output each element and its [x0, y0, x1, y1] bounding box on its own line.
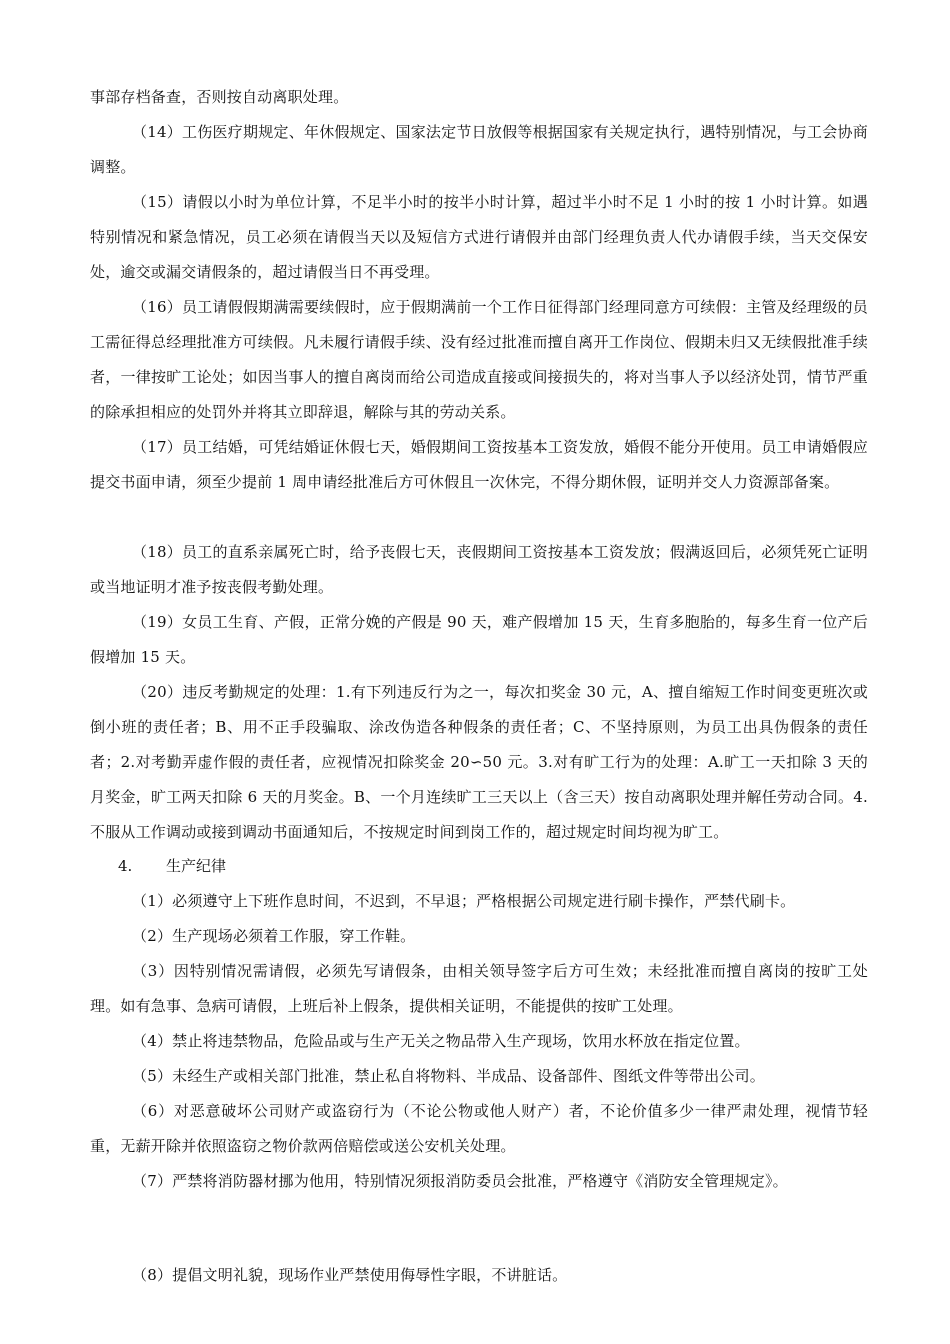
section-number: 4. — [118, 857, 133, 875]
rule-6: （6）对恶意破坏公司财产或盗窃行为（不论公物或他人财产）者，不论价值多少一律严肃处理，视情节轻重，无薪开除并依照盗窃之物价款两倍赔偿或送公安机关处理。 — [90, 1102, 868, 1155]
rule-7: （7）严禁将消防器材挪为他用，特别情况须报消防委员会批准，严格遵守《消防安全管理规定》。 — [132, 1172, 788, 1190]
rule-8: （8）提倡文明礼貌，现场作业严禁使用侮辱性字眼，不讲脏话。 — [132, 1266, 568, 1284]
paragraph-16: （16）员工请假假期满需要续假时，应于假期满前一个工作日征得部门经理同意方可续假：主管及经理级的员工需征得总经理批准方可续假。凡未履行请假手续、没有经过批准而擅自离开工作岗位、假期未归又无续假批准手续者，一律按旷工论处；如因当事人的擅自离岗而给公司造成直接或间接损失的，将对当事人予以经济处罚，情节严重的除承担相应的处罚外并将其立即辞退，解除与其的劳动关系。 — [90, 298, 868, 421]
paragraph-15: （15）请假以小时为单位计算，不足半小时的按半小时计算，超过半小时不足 1 小时的按 1 小时计算。如遇特别情况和紧急情况，员工必须在请假当天以及短信方式进行请假并由部门经理负责人代办请假手续，当天交保安处，逾交或漏交请假条的，超过请假当日不再受理。 — [90, 193, 868, 281]
paragraph-20: （20）违反考勤规定的处理：1.有下列违反行为之一，每次扣奖金 30 元，A、擅自缩短工作时间变更班次或倒小班的责任者；B、用不正手段骗取、涂改伪造各种假条的责任者；C、不坚持原则，为员工出具伪假条的责任者；2.对考勤弄虚作假的责任者，应视情况扣除奖金 20∽50 元。3.对有旷工行为的处理：A.旷工一天扣除 3 天的月奖金，旷工两天扣除 6 天的月奖金。B、一个月连续旷工三天以上（含三天）按自动离职处理并解任劳动合同。4.不服从工作调动或接到调动书面通知后，不按规定时间到岗工作的，超过规定时间均视为旷工。 — [90, 683, 868, 841]
paragraph-17: （17）员工结婚，可凭结婚证休假七天，婚假期间工资按基本工资发放，婚假不能分开使用。员工申请婚假应提交书面申请，须至少提前 1 周申请经批准后方可休假且一次休完，不得分期休假，证明并交人力资源部备案。 — [90, 438, 868, 491]
rule-4: （4）禁止将违禁物品，危险品或与生产无关之物品带入生产现场，饮用水杯放在指定位置。 — [132, 1032, 750, 1050]
paragraph-19: （19）女员工生育、产假，正常分娩的产假是 90 天，难产假增加 15 天，生育多胞胎的，每多生育一位产后假增加 15 天。 — [90, 613, 868, 666]
rule-5: （5）未经生产或相关部门批准，禁止私自将物料、半成品、设备部件、图纸文件等带出公司。 — [132, 1067, 765, 1085]
paragraph-18: （18）员工的直系亲属死亡时，给予丧假七天，丧假期间工资按基本工资发放；假满返回后，必须凭死亡证明或当地证明才准予按丧假考勤处理。 — [90, 543, 868, 596]
section-title: 生产纪律 — [166, 857, 227, 875]
section-heading — [118, 849, 226, 884]
rule-1: （1）必须遵守上下班作息时间，不迟到，不早退；严格根据公司规定进行刷卡操作，严禁代刷卡。 — [132, 892, 796, 910]
paragraph-continuation: 事部存档备查，否则按自动离职处理。 — [90, 88, 349, 106]
rule-2: （2）生产现场必须着工作服，穿工作鞋。 — [132, 927, 416, 945]
rule-3: （3）因特别情况需请假，必须先写请假条，由相关领导签字后方可生效；未经批准而擅自离岗的按旷工处理。如有急事、急病可请假，上班后补上假条，提供相关证明，不能提供的按旷工处理。 — [90, 962, 868, 1015]
paragraph-14: （14）工伤医疗期规定、年休假规定、国家法定节日放假等根据国家有关规定执行，遇特别情况，与工会协商调整。 — [90, 123, 868, 176]
